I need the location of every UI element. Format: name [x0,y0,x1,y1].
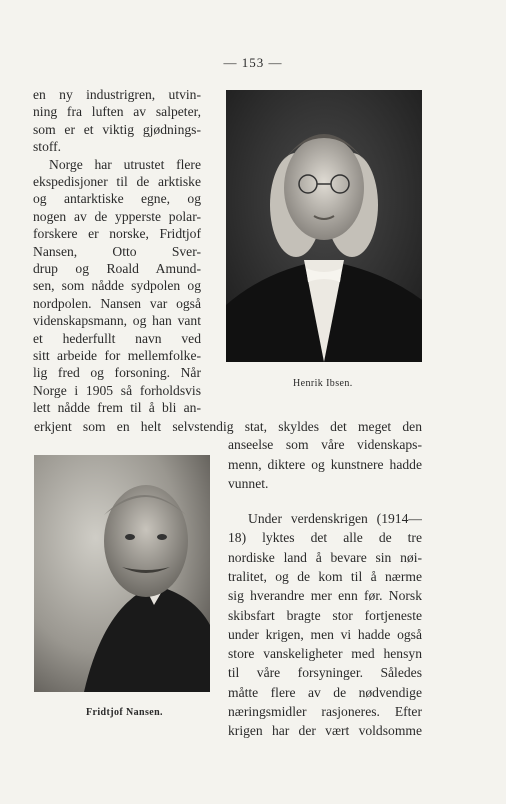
text-line: vunnet. [228,476,269,491]
portrait-ibsen [226,90,422,362]
portrait-nansen-image [34,455,210,692]
text-line: store vanskeligheter med hensyn [228,646,422,662]
text-line: til våre forsyninger. Således [228,665,422,681]
text-line: menn, diktere og kunstnere hadde [228,456,422,472]
page-number: — 153 — [223,55,283,70]
text-line: krigen har der vært voldsomme [228,723,422,739]
text-line: tralitet, og de kom til å nærme [228,568,422,584]
text-line: næringsmidler rasjoneres. Efter [228,704,422,719]
text-line: skibsfart bragte stor fortjeneste [228,607,422,623]
text-line: som er et viktig gjødnings- [33,121,201,137]
text-line: anseelse som våre videnskaps- [228,437,422,452]
text-line: måtte flere av de nødvendige [228,684,422,700]
text-line: en ny industrigren, utvin- [33,87,201,102]
text-line: Under verdenskrigen (1914— [248,511,422,526]
text-line: forskere er norske, Fridtjof [33,226,201,242]
text-line: 18) lyktes det alle de tre [228,530,422,546]
portrait-ibsen-image [226,90,422,362]
text-line: og antarktiske egne, og [33,191,201,207]
text-line: Norge i 1905 så forholdsvis [33,382,201,398]
text-line: lig fred og forsoning. Når [33,365,201,381]
caption-ibsen: Henrik Ibsen. [293,378,353,389]
text-line: ekspedisjoner til de arktiske [33,174,201,189]
text-line: nogen av de ypperste polar- [33,208,201,224]
text-line: et hederfullt navn ved [33,330,201,346]
text-line: sen, som nådde sydpolen og [33,278,201,294]
text-line: videnskapsmann, og han vant [33,313,201,329]
text-line: nordpolen. Nansen var også [33,295,201,311]
text-line: sitt arbeide for mellemfolke- [33,348,201,363]
text-line: Nansen, Otto Sver- [33,243,201,259]
portrait-nansen [34,455,210,692]
text-line: nordiske land å bevare sin nøi- [228,549,422,565]
text-line: drup og Roald Amund- [33,261,201,276]
full-width-line: erkjent som en helt selvstendig stat, skyldes det meget den [34,419,422,434]
text-line: under krigen, men vi hadde også [228,626,422,642]
text-line: stoff. [33,139,62,155]
text-line: ning fra luften av salpeter, [33,104,201,120]
caption-nansen: Fridtjof Nansen. [86,707,163,718]
text-line: lett nådde frem til å bli an- [33,400,201,416]
text-line: Norge har utrustet flere [49,156,201,172]
text-line: sig hverandre mer enn før. Norsk [228,588,422,604]
